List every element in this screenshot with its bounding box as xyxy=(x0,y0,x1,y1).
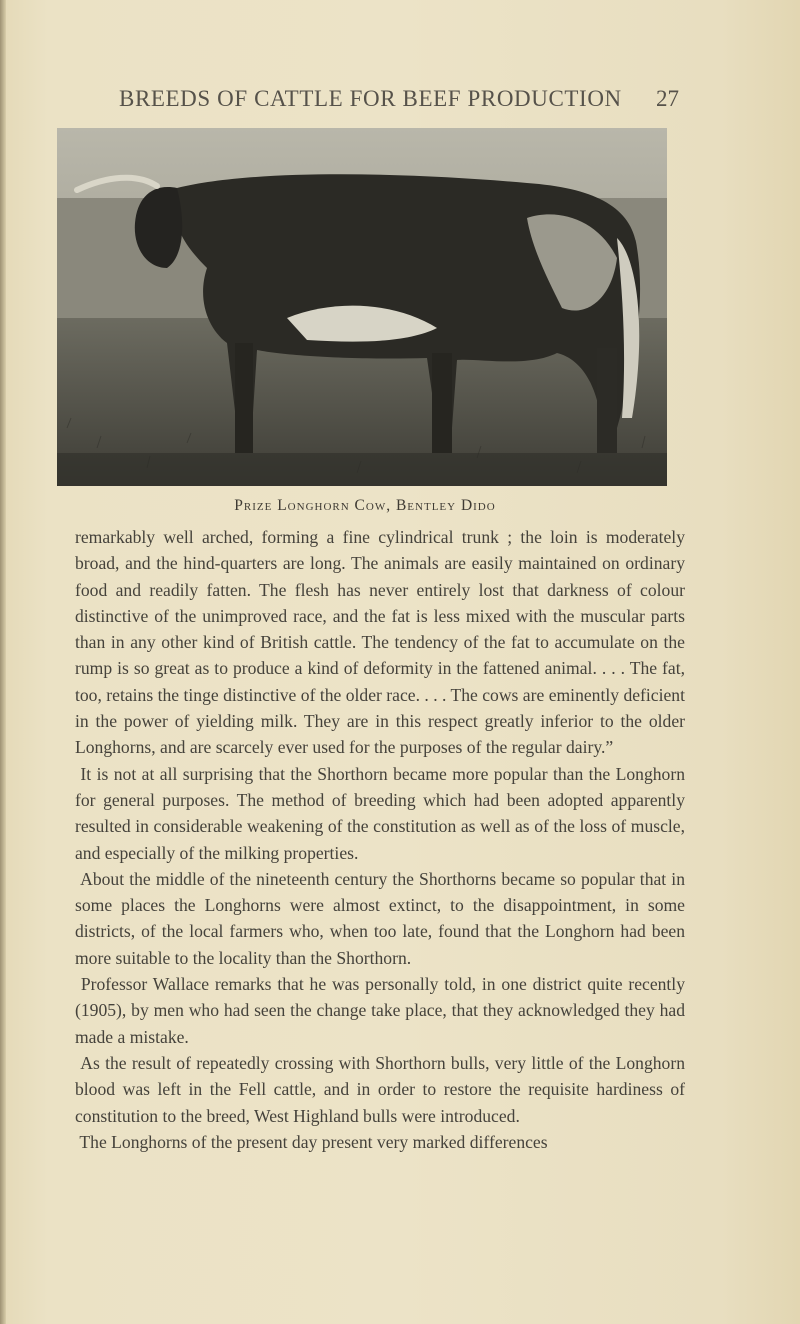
ground-shadow xyxy=(57,453,667,486)
cow-rear-leg xyxy=(432,353,452,453)
body-text xyxy=(75,524,685,1155)
gutter-shadow xyxy=(0,0,6,1324)
running-head xyxy=(0,86,800,116)
longhorn-cow-photograph xyxy=(57,128,667,486)
paragraph: It is not at all surprising that the Shorthorn became more popular than the Longhorn for general purposes. The method of breeding which had been adopted apparently resulted in considerable weakening of the constitution as well as of the loss of muscle, and especially of the milking properties. xyxy=(75,763,685,863)
paragraph: Professor Wallace remarks that he was personally told, in one district quite recently (1905), by men who had seen the change take place, that they acknowledged they had made a mistake. xyxy=(75,974,685,1047)
cow-far-leg xyxy=(597,348,617,453)
running-title: BREEDS OF CATTLE FOR BEEF PRODUCTION xyxy=(119,86,622,111)
paragraph: remarkably well arched, forming a fine cylindrical trunk ; the loin is moderately broad, and the hind-quarters are long. The animals are easily maintained on ordinary food and readily fatten. The flesh has never entirely lost that darkness of colour distinctive of the unimproved race, and the fat is less mixed with the muscular parts than in any other kind of British cattle. The tendency of the fat to accumulate on the rump is so great as to produce a kind of deformity in the fattened animal. . . . The fat, too, retains the tinge distinctive of the older race. . . . The cows are eminently deficient in the power of yielding milk. They are in this respect greatly inferior to the older Longhorns, and are scarcely ever used for the purposes of the regular dairy.” xyxy=(75,527,685,758)
cow-photo-illustration xyxy=(57,128,667,486)
page-number: 27 xyxy=(656,86,679,111)
plate-caption: Prize Longhorn Cow, Bentley Dido xyxy=(234,497,496,514)
cow-front-leg xyxy=(235,343,253,453)
paragraph: About the middle of the nineteenth century the Shorthorns became so popular that in some places the Longhorns were almost extinct, to the disappointment, in some districts, of the local farmers who, when too late, found that the Longhorn had been more suitable to the locality than the Shorthorn. xyxy=(75,868,685,968)
paragraph: The Longhorns of the present day present very marked differences xyxy=(75,1131,548,1152)
paragraph: As the result of repeatedly crossing with Shorthorn bulls, very little of the Longhorn blood was left in the Fell cattle, and in order to restore the requisite hardiness of constitution to the breed, West Highland bulls were introduced. xyxy=(75,1052,685,1126)
